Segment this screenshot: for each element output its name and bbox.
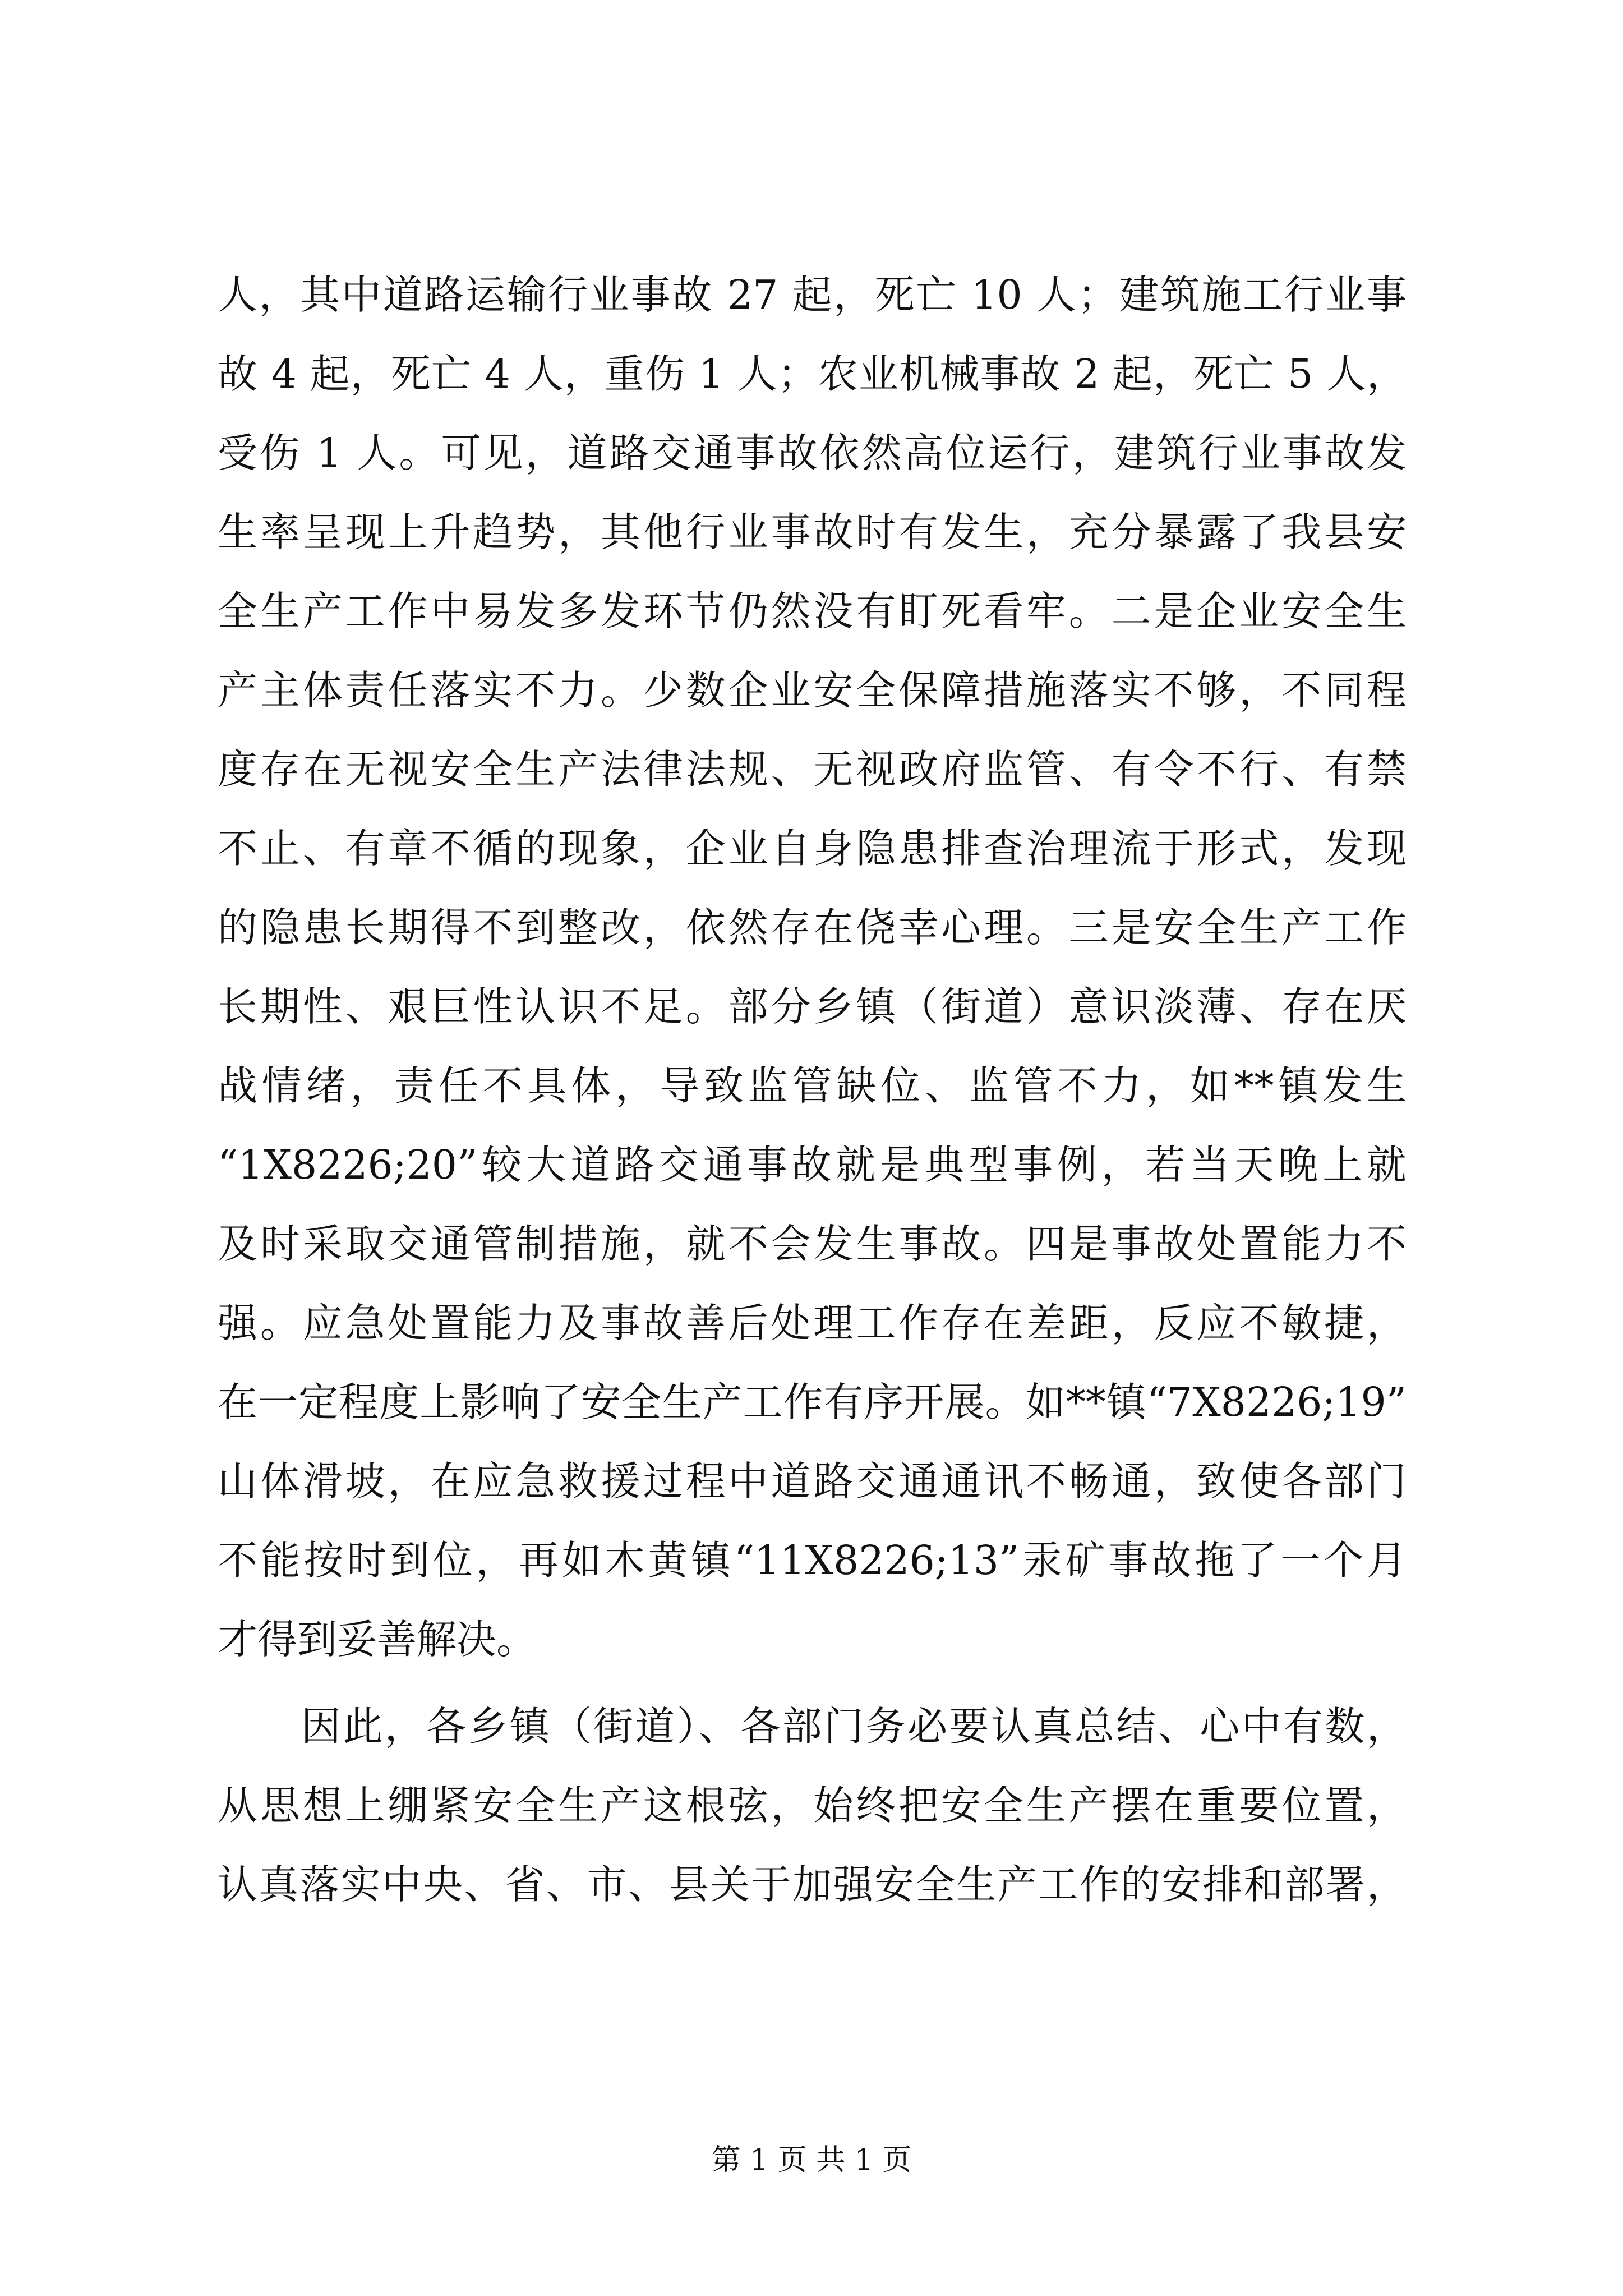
text-line: 生率呈现上升趋势，其他行业事故时有发生，充分暴露了我县安	[218, 509, 1407, 555]
text-line: 度存在无视安全生产法律法规、无视政府监管、有令不行、有禁	[218, 746, 1407, 793]
text-line: 不止、有章不循的现象，企业自身隐患排查治理流于形式，发现	[218, 825, 1407, 872]
text-line: 及时采取交通管制措施，就不会发生事故。四是事故处置能力不	[218, 1221, 1407, 1267]
text-line: 受伤 1 人。可见，道路交通事故依然高位运行，建筑行业事故发	[218, 430, 1407, 476]
text-line: 认真落实中央、省、市、县关于加强安全生产工作的安排和部署，	[218, 1861, 1407, 1908]
paragraph-2	[218, 1687, 1407, 1924]
text-line: 的隐患长期得不到整改，依然存在侥幸心理。三是安全生产工作	[218, 904, 1407, 951]
text-line: 人，其中道路运输行业事故 27 起，死亡 10 人；建筑施工行业事	[218, 272, 1407, 318]
paragraph-1	[218, 255, 1407, 1679]
text-line: 不能按时到位，再如木黄镇“11X8226;13”汞矿事故拖了一个月	[218, 1537, 1407, 1584]
text-line: 全生产工作中易发多发环节仍然没有盯死看牢。二是企业安全生	[218, 588, 1407, 634]
text-line: 山体滑坡，在应急救援过程中道路交通通讯不畅通，致使各部门	[218, 1458, 1407, 1504]
text-line: 才得到妥善解决。	[218, 1616, 537, 1663]
document-body	[218, 255, 1407, 1924]
text-line: 因此，各乡镇（街道）、各部门务必要认真总结、心中有数，	[218, 1703, 1407, 1750]
text-line: 战情绪，责任不具体，导致监管缺位、监管不力，如**镇发生	[218, 1062, 1407, 1109]
text-line: 故 4 起，死亡 4 人，重伤 1 人；农业机械事故 2 起，死亡 5 人，	[218, 351, 1407, 397]
text-line: 长期性、艰巨性认识不足。部分乡镇（街道）意识淡薄、存在厌	[218, 983, 1407, 1030]
text-line: 强。应急处置能力及事故善后处理工作存在差距，反应不敏捷，	[218, 1300, 1407, 1346]
text-line: 产主体责任落实不力。少数企业安全保障措施落实不够，不同程	[218, 667, 1407, 714]
text-line: 从思想上绷紧安全生产这根弦，始终把安全生产摆在重要位置，	[218, 1782, 1407, 1829]
text-line: 在一定程度上影响了安全生产工作有序开展。如**镇“7X8226;19”	[218, 1379, 1407, 1425]
text-line: “1X8226;20”较大道路交通事故就是典型事例，若当天晚上就	[218, 1142, 1407, 1188]
page-number-footer: 第 1 页 共 1 页	[711, 2143, 912, 2177]
